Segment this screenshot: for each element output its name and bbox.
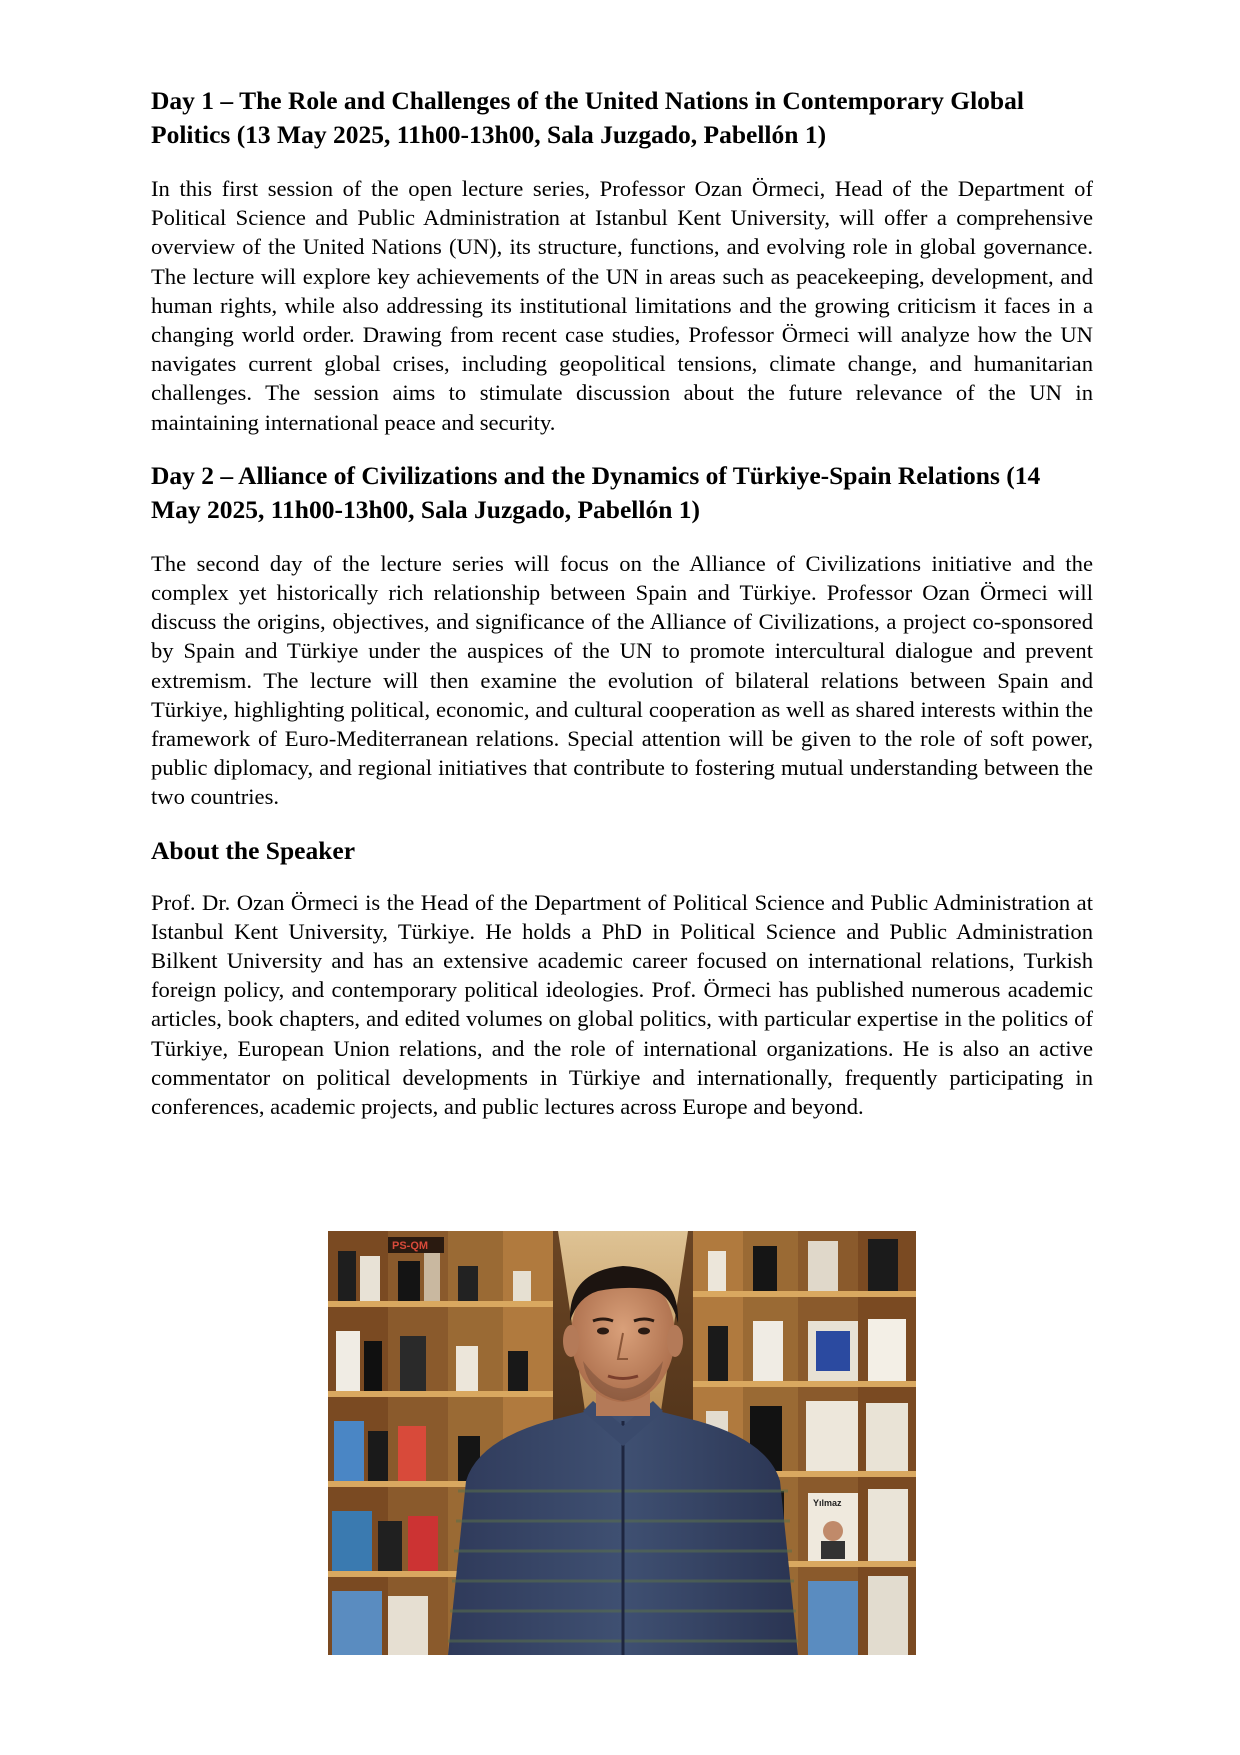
day2-description: The second day of the lecture series will focus on the Alliance of Civilizations initiative and the complex yet historically rich relationship between Spain and Türkiye. Professor Ozan Örmeci will discuss the origins, objectives, and significance of the Alliance of Civilizations, a project co-sponsored by Spain and Türkiye under the auspices of the UN to promote intercultural dialogue and prevent extremism. The lecture will then examine the evolution of bilateral relations between Spain and Türkiye, highlighting political, economic, and cultural cooperation as well as shared interests within the framework of Euro-Mediterranean relations. Special attention will be given to the role of soft power, public diplomacy, and regional initiatives that contribute to fostering mutual understanding between the two countries. bbox=[151, 550, 1093, 810]
shelf-sign-text: PS-QM bbox=[392, 1240, 429, 1252]
speaker-photo bbox=[328, 1231, 916, 1655]
day1-heading: Day 1 – The Role and Challenges of the United Nations in Contemporary Global Politics (13 May 2025, 11h00-13h00, Sala Juzgado, Pabellón 1) bbox=[151, 86, 1024, 149]
day2-heading: Day 2 – Alliance of Civilizations and the Dynamics of Türkiye-Spain Relations (14 May 2025, 11h00-13h00, Sala Juzgado, Pabellón 1) bbox=[151, 460, 1041, 524]
speaker-bio: Prof. Dr. Ozan Örmeci is the Head of the Department of Political Science and Public Administration at Istanbul Kent University, Türkiye. He holds a PhD in Political Science and Public Administration Bilkent University and has an extensive academic career focused on international relations, Turkish foreign policy, and contemporary political ideologies. Prof. Örmeci has published numerous academic articles, book chapters, and edited volumes on global politics, with particular expertise in the politics of Türkiye, European Union relations, and the role of international organizations. He is also an active commentator on political developments in Türkiye and internationally, frequently participating in conferences, academic projects, and public lectures across Europe and beyond. bbox=[151, 889, 1093, 1120]
speaker-heading: About the Speaker bbox=[151, 835, 356, 865]
book-cover-text: Yılmaz bbox=[813, 1498, 842, 1508]
document-page bbox=[151, 84, 1093, 1143]
day1-description: In this first session of the open lecture series, Professor Ozan Örmeci, Head of the Department of Political Science and Public Administration at Istanbul Kent University, will offer a comprehensive overview of the United Nations (UN), its structure, functions, and evolving role in global governance. The lecture will explore key achievements of the UN in areas such as peacekeeping, development, and human rights, while also addressing its institutional limitations and the growing criticism it faces in a changing world order. Drawing from recent case studies, Professor Örmeci will analyze how the UN navigates current global crises, including geopolitical tensions, climate change, and humanitarian challenges. The session aims to stimulate discussion about the future relevance of the UN in maintaining international peace and security. bbox=[151, 176, 1093, 435]
